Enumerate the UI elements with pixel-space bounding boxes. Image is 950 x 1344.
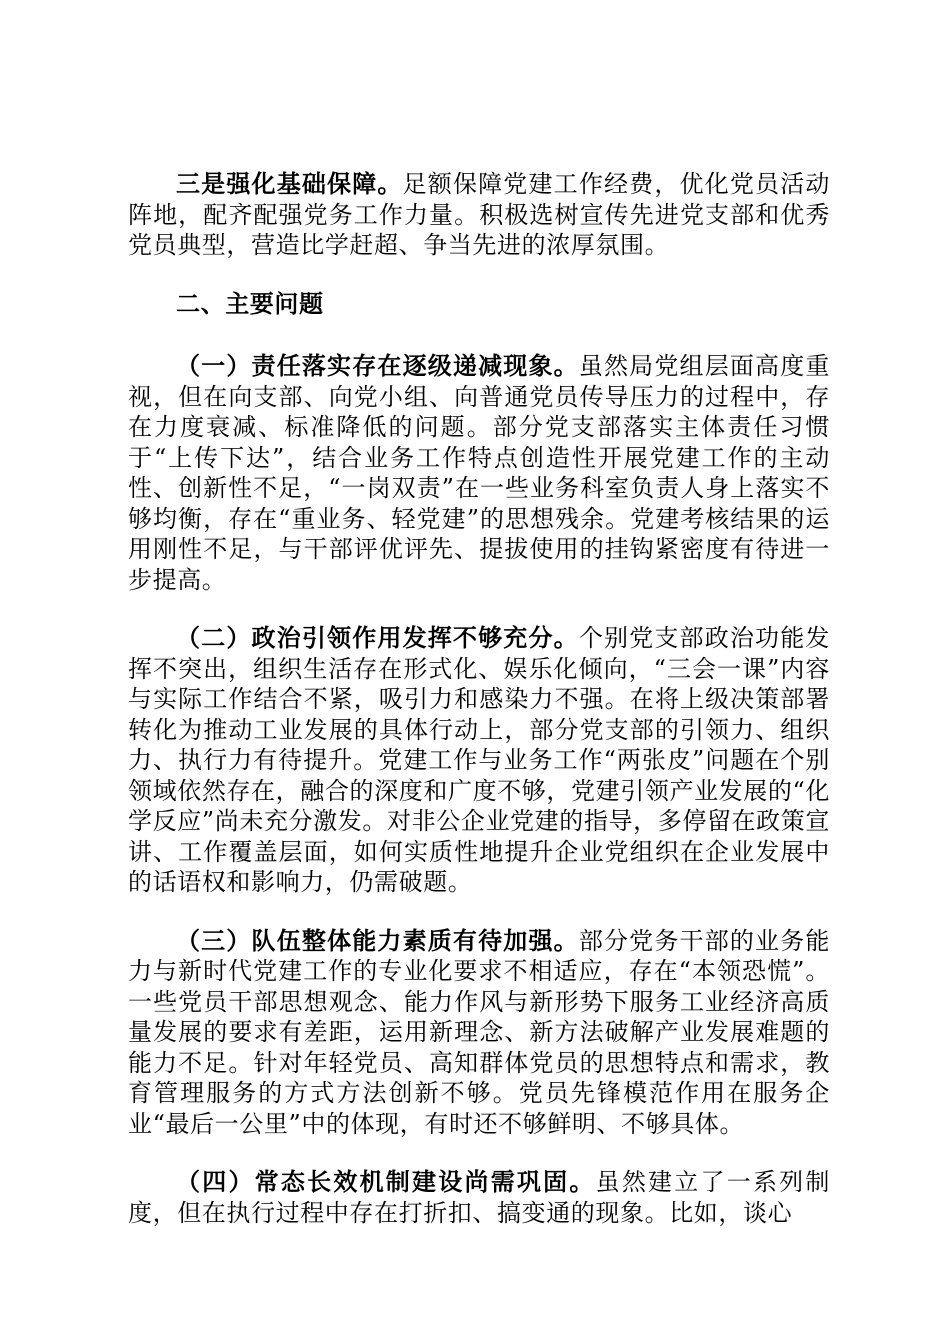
- problem-body: 部分党务干部的业务能力与新时代党建工作的专业化要求不相适应，存在“本领恐慌”。一些党员干部思想观念、能力作风与新形势下服务工业经济高质量发展的要求有差距，运用新理念、新方法破解产业发展难题的能力不足。针对年轻党员、高知群体党员的思想特点和需求，教育管理服务的方式方法创新不够。党员先锋模范作用在服务企业“最后一公里”中的体现，有时还不够鲜明、不够具体。: [128, 926, 830, 1138]
- problem-paragraph-2: [128, 623, 830, 898]
- section-heading-main-problems: 二、主要问题: [176, 289, 324, 318]
- problem-lead: （二）政治引领作用发挥不够充分。: [176, 624, 579, 652]
- problem-paragraph-4: [128, 1167, 830, 1228]
- problem-paragraph-1: [128, 351, 830, 595]
- problem-body: 虽然建立了一系列制度，但在执行过程中存在打折扣、搞变通的现象。比如，谈心: [128, 1168, 830, 1227]
- problem-lead: （四）常态长效机制建设尚需巩固。: [176, 1168, 596, 1196]
- problem-body: 个别党支部政治功能发挥不突出，组织生活存在形式化、娱乐化倾向，“三会一课”内容与实际工作结合不紧，吸引力和感染力不强。在将上级决策部署转化为推动工业发展的具体行动上，部分党支部的引领力、组织力、执行力有待提升。党建工作与业务工作“两张皮”问题在个别领域依然存在，融合的深度和广度不够，党建引领产业发展的“化学反应”尚未充分激发。对非公企业党建的指导，多停留在政策宣讲、工作覆盖层面，如何实质性地提升企业党组织在企业发展中的话语权和影响力，仍需破题。: [128, 624, 830, 896]
- problem-lead: （三）队伍整体能力素质有待加强。: [176, 926, 579, 955]
- problem-lead: （一）责任落实存在逐级递减现象。: [176, 352, 579, 380]
- paragraph-lead: 三是强化基础保障。: [176, 170, 403, 198]
- problem-paragraph-3: [128, 926, 830, 1140]
- problem-body: 虽然局党组层面高度重视，但在向支部、向党小组、向普通党员传导压力的过程中，存在力度衰减、标准降低的问题。部分党支部落实主体责任习惯于“上传下达”，结合业务工作特点创造性开展党建工作的主动性、创新性不足，“一岗双责”在一些业务科室负责人身上落实不够均衡，存在“重业务、轻党建”的思想残余。党建考核结果的运用刚性不足，与干部评优评先、提拔使用的挂钩紧密度有待进一步提高。: [128, 352, 830, 594]
- document-page: [128, 169, 830, 1256]
- paragraph-body: 足额保障党建工作经费，优化党员活动阵地，配齐配强党务工作力量。积极选树宣传先进党支部和优秀党员典型，营造比学赶超、争当先进的浓厚氛围。: [128, 170, 831, 259]
- paragraph-strengthen-foundation: [128, 169, 830, 261]
